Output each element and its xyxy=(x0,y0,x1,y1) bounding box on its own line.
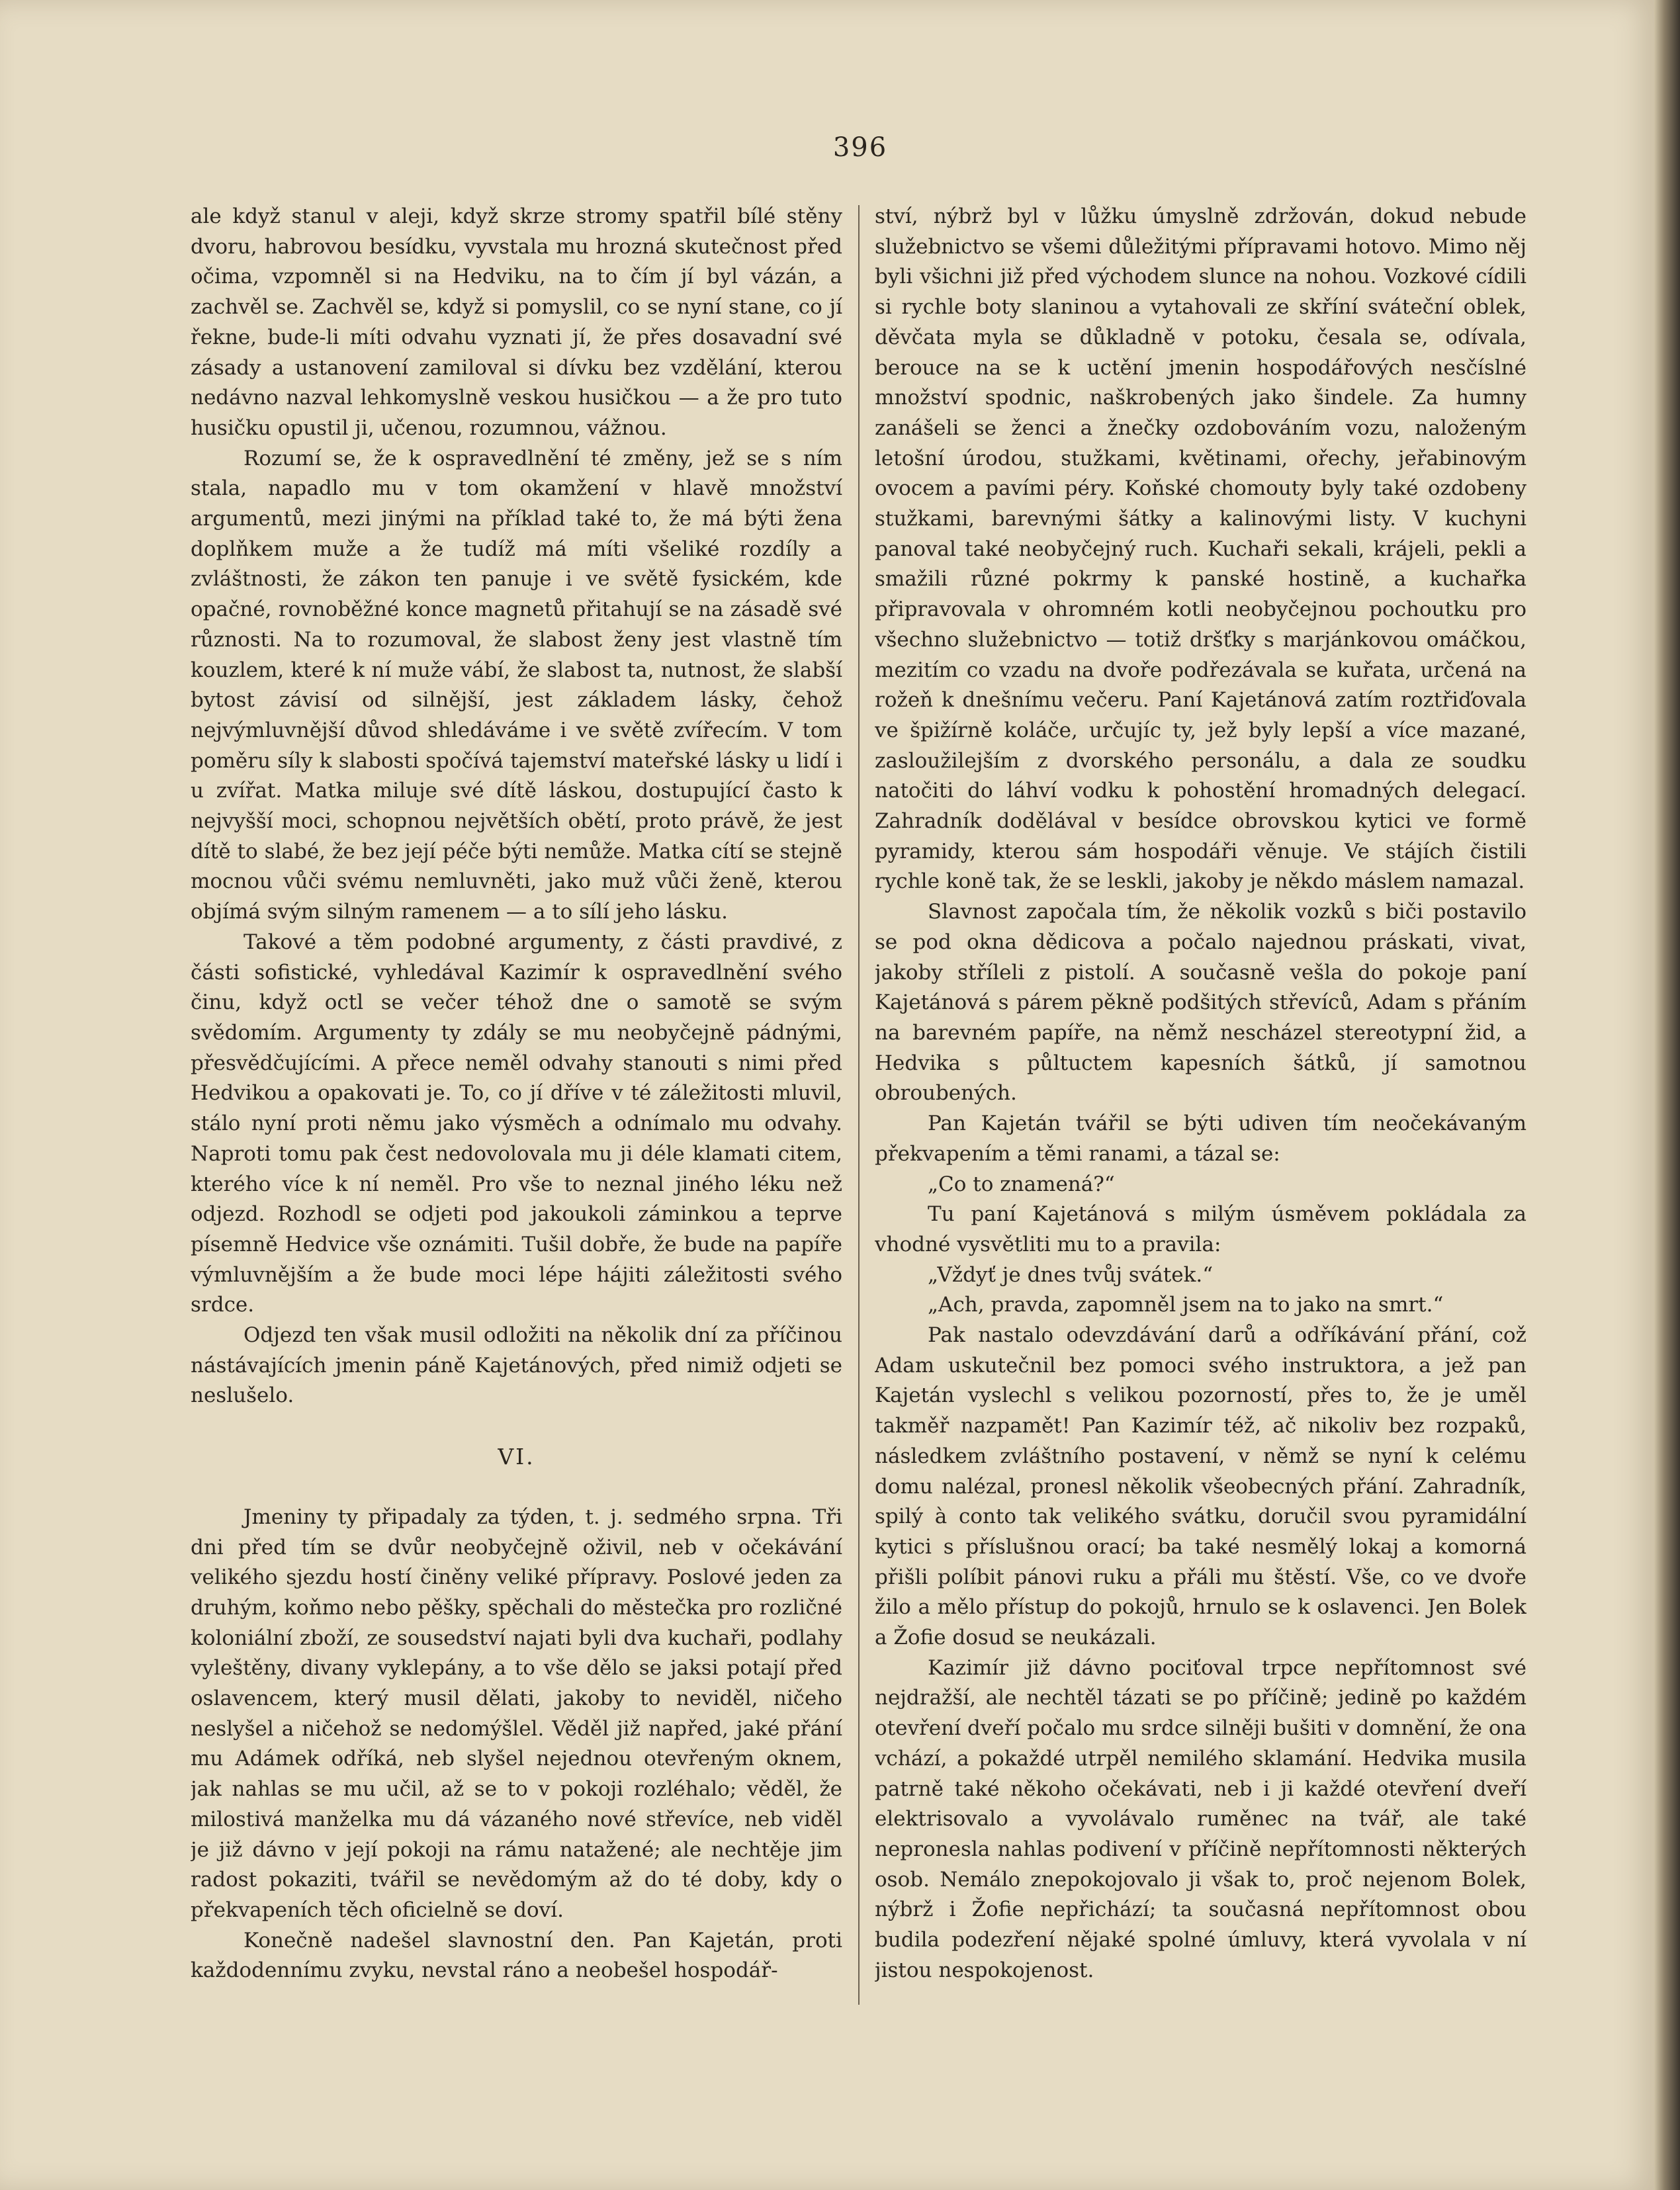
paragraph: Rozumí se, že k ospravedlnění té změny, jež se s ním stala, napadlo mu v tom okamžení v hlavě množství argumentů, mezi jinými na příklad také to, že má býti žena doplňkem muže a že tudíž má míti všeliké rozdíly a zvláštnosti, že zákon ten panuje i ve světě fysickém, kde opačné, rovnoběžné konce magnetů přitahují se na zásadě své různosti. Na to rozumoval, že slabost ženy jest vlastně tím kouzlem, které k ní muže vábí, že slabost ta, nutnost, že slabší bytost závisí od silnější, jest základem lásky, čehož nejvýmluvnější důvod shledáváme i ve světě zvířecím. V tom poměru síly k slabosti spočívá tajemství mateřské lásky u lidí i u zvířat. Matka miluje své dítě láskou, dostupující často k nejvyšší moci, schopnou největších obětí, proto právě, že jest dítě to slabé, že bez její péče býti nemůže. Matka cítí se stejně mocnou vůči svému nemluvněti, jako muž vůči ženě, kterou objímá svým silným ramenem — a to sílí jeho lásku. xyxy=(191,446,842,924)
paragraph: Jmeniny ty připadaly za týden, t. j. sedmého srpna. Tři dni před tím se dvůr neobyčejně oživil, neb v očekávání velikého sjezdu hostí činěny veliké přípravy. Poslové jeden za druhým, koňmo nebo pěšky, spěchali do městečka pro rozličné koloniální zboží, ze sousedství najati byli dva kuchaři, podlahy vyleštěny, divany vyklepány, a to vše dělo se jaksi potají před oslavencem, který musil dělati, jakoby to neviděl, ničeho neslyšel a ničehož se nedomýšlel. Věděl již napřed, jaké přání mu Adámek odříká, neb slyšel nejednou otevřeným oknem, jak nahlas se mu učil, až se to v pokoji rozléhalo; věděl, že milostivá manželka mu dá vázaného nové střevíce, neb viděl je již dávno v její pokoji na rámu natažené; ale nechtěje jim radost pokaziti, tvářil se nevědomým až do té doby, kdy o překvapeních těch oficielně se doví. xyxy=(191,1505,842,1922)
page-edge xyxy=(1654,0,1680,2190)
paragraph: Kazimír již dávno pociťoval trpce nepřítomnost své nejdražší, ale nechtěl tázati se po příčině; jedině po každém otevření dveří počalo mu srdce silněji bušiti v domnění, že ona vchází, a pokaždé utrpěl nemilého sklamání. Hedvika musila patrně také někoho očekávati, neb i ji každé otevření dveří elektrisovalo a vyvolávalo ruměnec na tvář, ale také nepronesla nahlas podivení v příčině nepřítomnosti některých osob. Nemálo znepokojovalo ji však to, proč nejenom Bolek, nýbrž i Žofie nepřichází; ta současná nepřítomnost obou budila podezření nějaké spolné úmluvy, která vyvolala v ní jistou nespokojenost. xyxy=(875,1655,1526,1982)
paragraph: Pak nastalo odevzdávání darů a odříkávání přání, což Adam uskutečnil bez pomoci svého instruktora, a jež pan Kajetán vyslechl s velikou pozorností, přes to, že je uměl takměř nazpamět! Pan Kazimír též, ač nikoliv bez rozpaků, následkem zvláštního postavení, v němž se nyní k celému domu nalézal, pronesl několik všeobecných přání. Zahradník, spilý à conto tak velikého svátku, doručil svou pyramidální kytici s příslušnou orací; ba také nesmělý lokaj a komorná přišli políbit pánovi ruku a přáli mu štěstí. Vše, co ve dvoře žilo a mělo přístup do pokojů, hrnulo se k oslavenci. Jen Bolek a Žofie dosud se neukázali. xyxy=(875,1323,1526,1650)
paragraph: Pan Kajetán tvářil se býti udiven tím neočekávaným překvapením a těmi ranami, a tázal se: xyxy=(875,1112,1526,1166)
quote-line: „Ach, pravda, zapomněl jsem na to jako na smrt.“ xyxy=(928,1293,1444,1317)
paragraph: Slavnost započala tím, že několik vozků s biči postavilo se pod okna dědicova a počalo najednou práskati, vivat, jakoby stříleli z pistolí. A současně vešla do pokoje paní Kajetánová s párem pěkně podšitých střevíců, Adam s přáním na barevném papíře, na němž nescházel stereotypní žid, a Hedvika s půltuctem kapesních šátků, jí samotnou obroubených. xyxy=(875,900,1526,1106)
chapter-heading: VI. xyxy=(498,1444,535,1470)
paragraph: Takové a těm podobné argumenty, z části pravdivé, z části sofistické, vyhledával Kazimír k ospravedlnění svého činu, když octl se večer téhož dne o samotě se svým svědomím. Argumenty ty zdály se mu neobyčejně pádnými, přesvědčujícími. A přece neměl odvahy stanouti s nimi před Hedvikou a opakovati je. To, co jí dříve v té záležitosti mluvil, stálo nyní proti němu jako výsměch a odnímalo mu odvahy. Naproti tomu pak čest nedovolovala mu ji déle klamati citem, kterého více k ní neměl. Pro vše to neznal jiného léku než odjezd. Rozhodl se odjeti pod jakoukoli záminkou a teprve písemně Hedvice vše oznámiti. Tušil dobře, že bude na papíře výmluvnějším a že bude moci lépe hájiti záležitosti svého srdce. xyxy=(191,930,842,1317)
quote-line: „Co to znamená?“ xyxy=(928,1172,1115,1196)
paragraph: Konečně nadešel slavnostní den. Pan Kajetán, proti každodennímu zvyku, nevstal ráno a neobešel hospodář- xyxy=(191,1928,842,1983)
paragraph: Odjezd ten však musil odložiti na několik dní za příčinou nástávajících jmenin páně Kajetánových, před nimiž odjeti se neslušelo. xyxy=(191,1323,842,1408)
paragraph: Tu paní Kajetánová s milým úsměvem pokládala za vhodné vysvětliti mu to a pravila: xyxy=(875,1202,1526,1256)
right-column xyxy=(875,202,1526,1995)
paragraph: ství, nýbrž byl v lůžku úmyslně zdržován, dokud nebude služebnictvo se všemi důležitými přípravami hotovo. Mimo něj byli všichni již před východem slunce na nohou. Vozkové cídili si rychle boty slaninou a vytahovali ze skříní sváteční oblek, děvčata myla se důkladně v potoku, česala se, odívala, berouce na se k uctění jmenin hospodářových nesčíslné množství spodnic, naškrobených jako šindele. Za humny zanášeli se ženci a žnečky ozdobováním vozu, naloženým letošní úrodou, stužkami, květinami, ořechy, jeřabinovým ovocem a pavími péry. Koňské chomouty byly také ozdobeny stužkami, barevnými šátky a kalinovými listy. V kuchyni panoval také neobyčejný ruch. Kuchaři sekali, krájeli, pekli a smažili různé pokrmy k panské hostině, a kuchařka připravovala v ohromném kotli neobyčejnou pochoutku pro všechno služebnictvo — totiž dršťky s marjánkovou omáčkou, mezitím co vzadu na dvoře podřezávala se kuřata, určená na rožeň k dnešnímu večeru. Paní Kajetánová zatím roztřiďovala ve špižírně koláče, určujíc ty, jež byly lepší a více mazané, zasloužilejším z dvorského personálu, a dala ze soudku natočiti do láhví vodku k pohostění hromadných delegací. Zahradník dodělával v besídce obrovskou kytici ve formě pyramidy, kterou sám hospodáři věnuje. Ve stájích čistili rychle koně tak, že se leskli, jakoby je někdo máslem namazal. xyxy=(875,204,1526,894)
column-divider xyxy=(858,205,860,2005)
page-number: 396 xyxy=(832,132,888,163)
paragraph: ale když stanul v aleji, když skrze stromy spatřil bílé stěny dvoru, habrovou besídku, vyvstala mu hrozná skutečnost před očima, vzpomněl si na Hedviku, na to čím jí byl vázán, a zachvěl se. Zachvěl se, když si pomyslil, co se nyní stane, co jí řekne, bude-li míti odvahu vyznati jí, že přes dosavadní své zásady a ustanovení zamiloval si dívku bez vzdělání, kterou nedávno nazval lehkomyslně veskou husičkou — a že pro tuto husičku opustil ji, učenou, rozumnou, vážnou. xyxy=(191,204,842,440)
quote-line: „Vždyť je dnes tvůj svátek.“ xyxy=(928,1262,1214,1287)
left-column xyxy=(191,202,842,1995)
